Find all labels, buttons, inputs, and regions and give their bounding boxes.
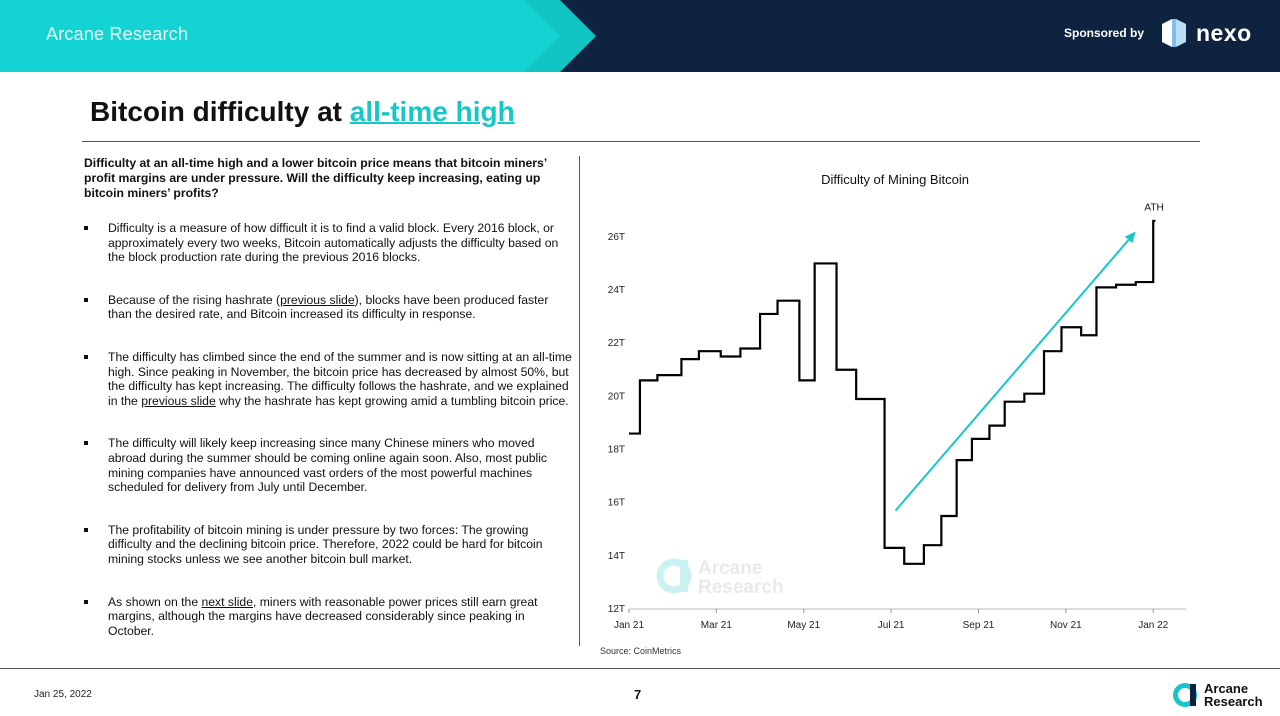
ath-annotation: ATH <box>1144 202 1164 214</box>
bullet-text: why the hashrate has kept growing amid a tumbling bitcoin price. <box>215 393 569 408</box>
x-tick-label: Jan 22 <box>1138 620 1169 631</box>
bullet-item <box>84 221 574 265</box>
y-tick-label: 14T <box>607 550 625 562</box>
x-tick-label: Jan 21 <box>613 620 645 631</box>
bullet-icon <box>84 441 88 445</box>
sponsor-label: Sponsored by <box>1064 26 1145 40</box>
watermark-line2: Research <box>698 577 784 598</box>
chart-watermark <box>660 558 784 598</box>
page-title <box>90 96 515 128</box>
next-slide-link[interactable]: next slide <box>201 594 253 609</box>
bullet-icon <box>84 600 88 604</box>
y-tick-label: 18T <box>607 444 625 456</box>
bullet-text: The difficulty has climbed since the end of the summer and is now sitting at an all-time high. Since peaking in November, the bitcoin price has decreased by almost 50%, but the difficulty has kept increasing. The difficulty follows the hashrate, and we explained in the <box>108 349 572 408</box>
nexo-logo <box>1158 18 1270 48</box>
footer-date: Jan 25, 2022 <box>34 689 92 700</box>
y-tick-label: 16T <box>607 497 625 509</box>
title-highlight: all-time high <box>349 96 515 127</box>
x-tick-label: Sep 21 <box>962 620 995 631</box>
bullet-icon <box>84 355 88 359</box>
difficulty-chart <box>592 160 1202 660</box>
trend-arrow <box>895 240 1128 511</box>
bullet-text: , miners with reasonable power prices still earn great margins, although the margins have decreased considerably since peaking in October. <box>108 594 538 638</box>
bullet-text: Because of the rising hashrate ( <box>108 292 281 307</box>
y-tick-label: 22T <box>607 338 625 350</box>
arcane-logo-line2: Research <box>1204 694 1263 709</box>
previous-slide-link[interactable]: previous slide <box>280 292 355 307</box>
chart-canvas <box>592 160 1202 640</box>
arcane-logo <box>1172 680 1276 710</box>
bullet-icon <box>84 226 88 230</box>
text-column <box>84 156 574 666</box>
column-divider <box>579 156 580 646</box>
page-number: 7 <box>634 687 642 702</box>
difficulty-series-line <box>629 221 1155 564</box>
bullet-item <box>84 436 574 494</box>
nexo-wordmark: nexo <box>1196 19 1252 46</box>
bullet-item <box>84 523 574 567</box>
title-prefix: Bitcoin difficulty at <box>90 96 350 127</box>
watermark-line1: Arcane <box>698 558 763 579</box>
x-tick-label: Jul 21 <box>877 620 905 631</box>
bullet-text: The profitability of bitcoin mining is under pressure by two forces: The growing difficulty and the declining bitcoin price. Therefore, 2022 could be hard for bitcoin mining stocks unless we see another bitcoin bull market. <box>108 522 543 566</box>
bullet-item <box>84 595 574 639</box>
bullet-list <box>84 221 574 638</box>
chart-source: Source: CoinMetrics <box>600 646 682 656</box>
header-bar <box>0 0 1280 72</box>
y-tick-label: 20T <box>607 391 625 403</box>
nexo-mark-icon <box>1158 19 1190 47</box>
title-divider <box>82 141 1200 142</box>
x-tick-label: Mar 21 <box>700 620 732 631</box>
bullet-item <box>84 350 574 408</box>
arcane-logo-line1: Arcane <box>1204 681 1249 696</box>
arcane-logo-icon <box>1172 680 1202 710</box>
y-tick-label: 24T <box>607 285 625 297</box>
header-brand: Arcane Research <box>46 24 189 44</box>
y-tick-label: 12T <box>607 604 625 615</box>
bullet-item <box>84 293 574 322</box>
bullet-text: ), blocks have been produced faster than the desired rate, and Bitcoin increased its difficulty in response. <box>108 292 549 322</box>
previous-slide-link[interactable]: previous slide <box>141 393 216 408</box>
bullet-icon <box>84 528 88 532</box>
bullet-text: Difficulty is a measure of how difficult it is to find a valid block. Every 2016 block, or approximately every two weeks, Bitcoin automatically adjusts the difficulty based on the block production rate during the previous 2016 blocks. <box>108 221 559 265</box>
bullet-text: As shown on the <box>108 594 202 609</box>
bullet-text: The difficulty will likely keep increasing since many Chinese miners who moved abroad during the summer should be coming online again soon. Also, most public mining companies have announced vast orders of the most powerful machines scheduled for delivery from July until December. <box>108 436 548 495</box>
x-tick-label: Nov 21 <box>1050 620 1082 631</box>
arcane-logo-text <box>1204 682 1263 708</box>
bullet-icon <box>84 298 88 302</box>
x-tick-label: May 21 <box>787 620 821 631</box>
intro-paragraph: Difficulty at an all-time high and a lower bitcoin price means that bitcoin miners’ profit margins are under pressure. Will the difficulty keep increasing, eating up bitcoin miners’ profits? <box>84 156 547 200</box>
chart-title: Difficulty of Mining Bitcoin <box>821 172 969 187</box>
footer-divider <box>0 668 1280 669</box>
y-tick-label: 26T <box>607 231 625 243</box>
